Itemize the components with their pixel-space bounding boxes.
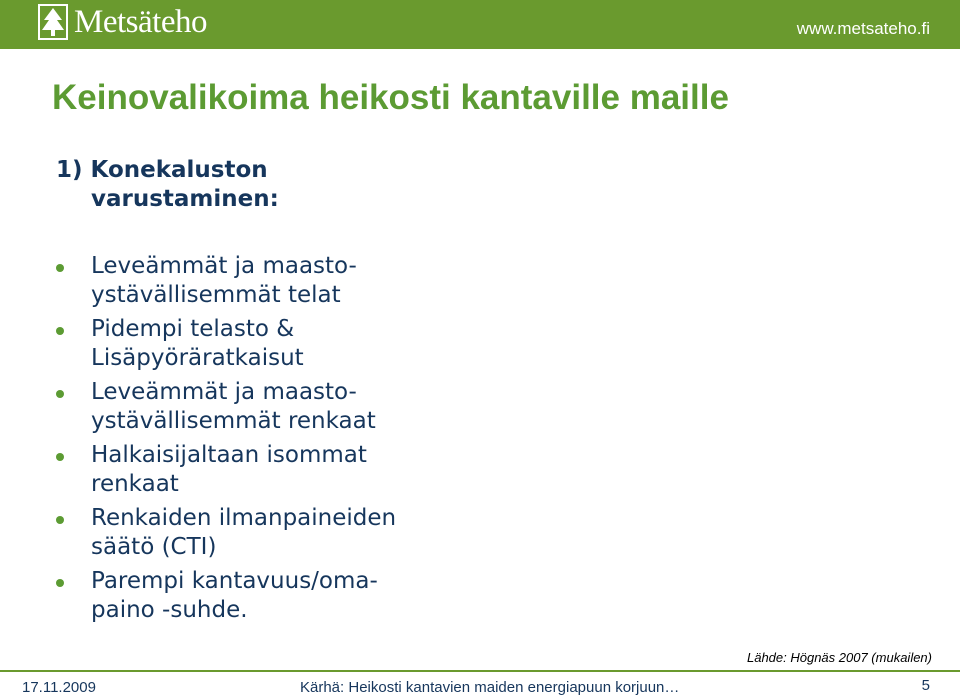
bullet-item — [56, 567, 556, 625]
bullet-item — [56, 252, 556, 310]
bullet-dot-icon — [56, 327, 64, 335]
bullet-line-1: Halkaisijaltaan isommat — [91, 442, 367, 468]
bullet-line-1: Pidempi telasto & — [91, 316, 295, 342]
source-citation: Lähde: Högnäs 2007 (mukailen) — [746, 650, 932, 665]
bullet-line-2: renkaat — [91, 471, 179, 497]
tree-logo-icon — [38, 4, 68, 40]
bullet-dot-icon — [56, 516, 64, 524]
subheading-line-1: 1) Konekaluston — [56, 157, 268, 183]
bullet-item — [56, 378, 556, 436]
bullet-item — [56, 315, 556, 373]
bullet-list — [56, 252, 556, 630]
bullet-line-1: Leveämmät ja maasto- — [91, 253, 357, 279]
bullet-line-1: Renkaiden ilmanpaineiden — [91, 505, 397, 531]
footer-date: 17.11.2009 — [22, 679, 96, 696]
site-url-link[interactable]: www.metsateho.fi — [796, 19, 930, 38]
bullet-item — [56, 504, 556, 562]
bullet-item — [56, 441, 556, 499]
page-number: 5 — [921, 677, 930, 694]
bullet-line-1: Parempi kantavuus/oma- — [91, 568, 378, 594]
footer-divider — [0, 670, 960, 672]
header-bar — [0, 0, 960, 49]
subheading-line-2: varustaminen: — [91, 186, 279, 212]
bullet-line-2: ystävällisemmät renkaat — [91, 408, 376, 434]
bullet-dot-icon — [56, 390, 64, 398]
brand-logo[interactable] — [38, 2, 207, 42]
bullet-dot-icon — [56, 453, 64, 461]
bullet-dot-icon — [56, 579, 64, 587]
bullet-dot-icon — [56, 264, 64, 272]
section-subheading — [56, 156, 279, 214]
bullet-line-2: ystävällisemmät telat — [91, 282, 341, 308]
footer-caption: Kärhä: Heikosti kantavien maiden energiapuun korjuun… — [300, 679, 680, 696]
logo-text: Metsäteho — [74, 4, 207, 40]
bullet-line-1: Leveämmät ja maasto- — [91, 379, 357, 405]
bullet-line-2: paino -suhde. — [91, 597, 248, 623]
bullet-line-2: Lisäpyöräratkaisut — [91, 345, 304, 371]
slide-title: Keinovalikoima heikosti kantaville maille — [52, 78, 729, 117]
bullet-line-2: säätö (CTI) — [91, 534, 217, 560]
